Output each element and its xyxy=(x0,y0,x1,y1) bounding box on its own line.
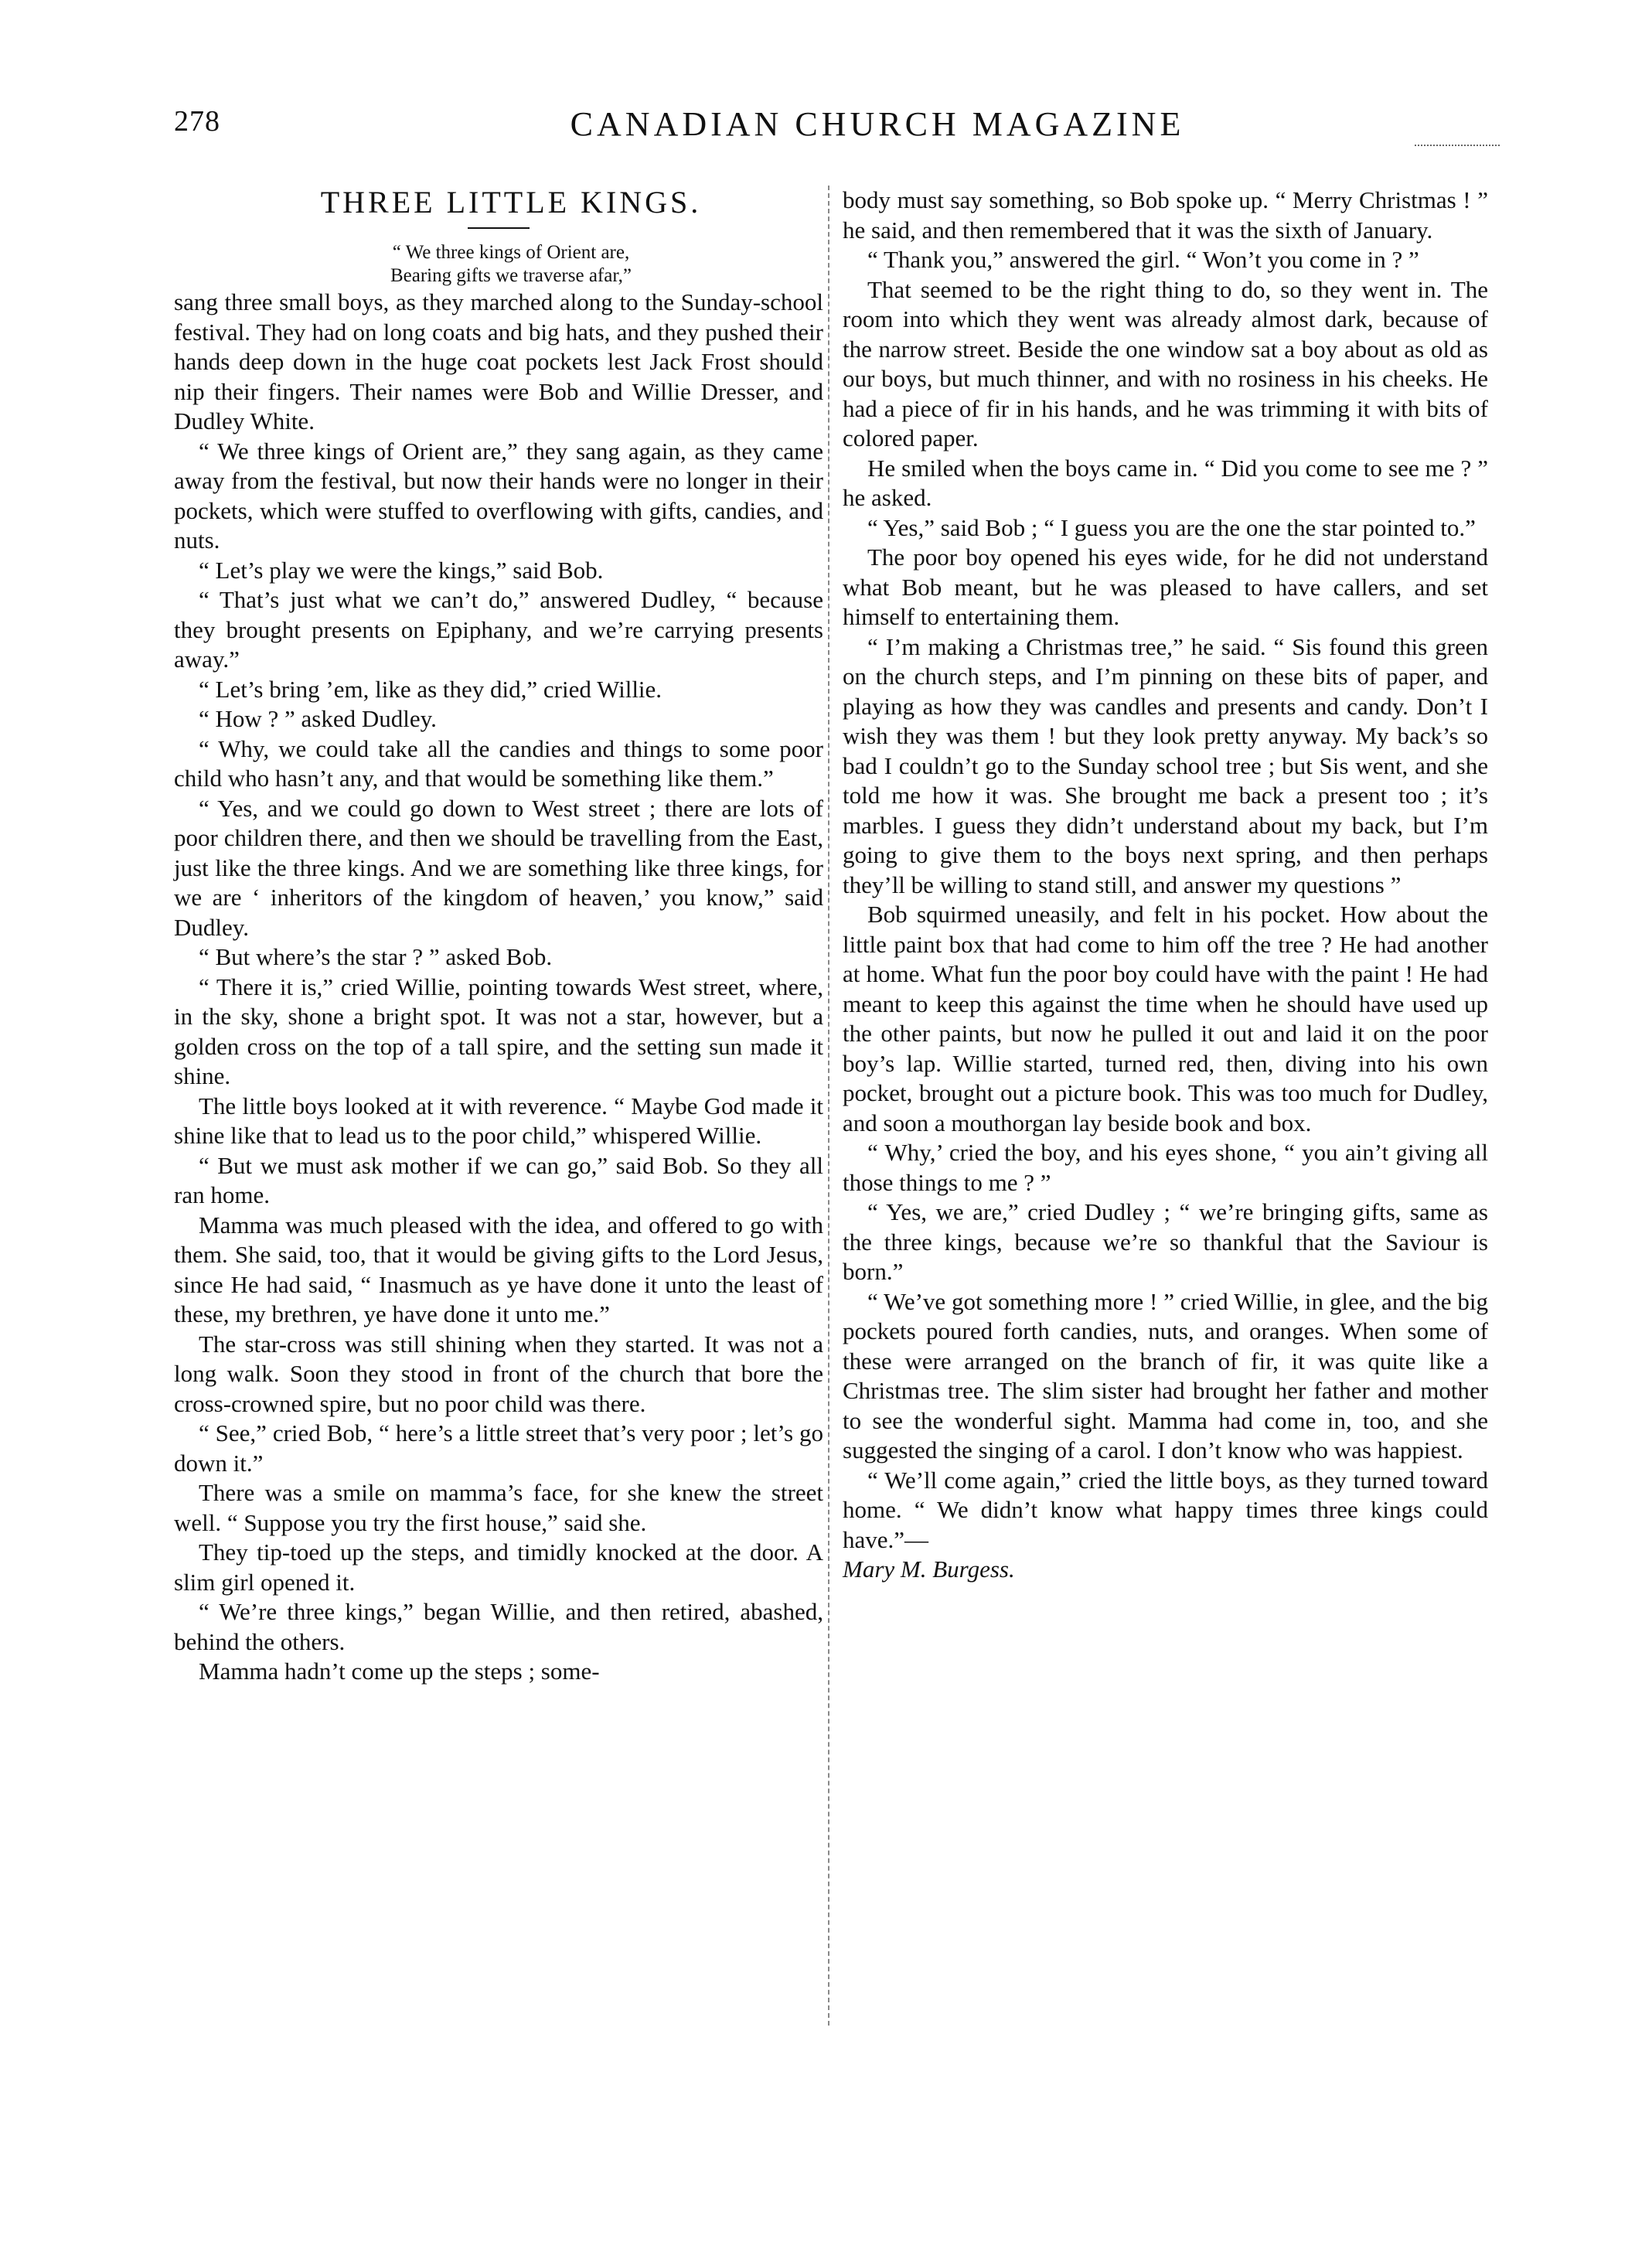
paragraph: “ Yes, and we could go down to West street ; there are lots of poor children there, and then we should be travelling from the East, just like the three kings. And we are something like three kings, for we are ‘ inheritors of the kingdom of heaven,’ you know,” said Dudley. xyxy=(174,794,823,941)
header-ornament xyxy=(1415,145,1500,148)
paragraph: The poor boy opened his eyes wide, for he did not understand what Bob meant, but he was pleased to have callers, and set himself to entertaining them. xyxy=(843,543,1488,630)
paragraph: The star-cross was still shining when they started. It was not a long walk. Soon they stood in front of the church that bore the cross-crowned spire, but no poor child was there. xyxy=(174,1330,823,1417)
epigraph xyxy=(174,241,823,288)
page-header xyxy=(174,104,1500,151)
paragraph: “ We’re three kings,” began Willie, and then retired, abashed, behind the others. xyxy=(174,1598,823,1655)
paragraph: There was a smile on mamma’s face, for she knew the street well. “ Suppose you try the first house,” said she. xyxy=(174,1479,823,1536)
paragraph: Mamma was much pleased with the idea, and offered to go with them. She said, too, that it would be giving gifts to the Lord Jesus, since He had said, “ Inasmuch as ye have done it unto the least of these, my brethren, ye have done it unto me.” xyxy=(174,1211,823,1327)
paragraph: “ But we must ask mother if we can go,” said Bob. So they all ran home. xyxy=(174,1151,823,1208)
epigraph-line: Bearing gifts we traverse afar,” xyxy=(390,265,632,286)
paragraph: “ Why,’ cried the boy, and his eyes shone, “ you ain’t giving all those things to me ? ” xyxy=(843,1139,1488,1196)
paragraph: “ We’ll come again,” cried the little boys, as they turned toward home. “ We didn’t know what happy times three kings could have.”— xyxy=(843,1466,1488,1553)
paragraph: “ But where’s the star ? ” asked Bob. xyxy=(199,943,553,970)
paragraph: “ Yes,” said Bob ; “ I guess you are the one the star pointed to.” xyxy=(867,513,1476,541)
paragraph: “ Let’s play we were the kings,” said Bob. xyxy=(199,556,604,584)
paragraph: They tip-toed up the steps, and timidly knocked at the door. A slim girl opened it. xyxy=(174,1538,823,1596)
title-rule xyxy=(468,227,530,229)
paragraph: He smiled when the boys came in. “ Did you come to see me ? ” he asked. xyxy=(843,454,1488,511)
paragraph: “ I’m making a Christmas tree,” he said. “ Sis found this green on the church steps, and I’m pinning on these bits of paper, and playing as how they was candles and presents and candy. Don’t I wish they was them ! but they look pretty anyway. My back’s so bad I couldn’t go to the Sunday school tree ; but Sis went, and she told me how it was. She brought me back a present too ; it’s marbles. I guess they didn’t understand about my back, but I’m going to give them to the boys next spring, and then perhaps they’ll be willing to stand still, and answer my questions ” xyxy=(843,632,1488,898)
paragraph: That seemed to be the right thing to do, so they went in. The room into which they went was already almost dark, because of the narrow street. Beside the one window sat a boy about as old as our boys, but much thinner, and with no rosiness in his cheeks. He had a piece of fir in his hands, and he was trimming it with bits of colored paper. xyxy=(843,275,1488,451)
paragraph: “ Thank you,” answered the girl. “ Won’t you come in ? ” xyxy=(867,246,1419,273)
paragraph: “ There it is,” cried Willie, pointing towards West street, where, in the sky, shone a bright spot. It was not a star, however, but a golden cross on the top of a tall spire, and the setting sun made it shine. xyxy=(174,973,823,1089)
paragraph: “ See,” cried Bob, “ here’s a little street that’s very poor ; let’s go down it.” xyxy=(174,1419,823,1477)
byline: Mary M. Burgess. xyxy=(843,1555,1015,1583)
paragraph: The little boys looked at it with reverence. “ Maybe God made it shine like that to lead us to the poor child,” whispered Willie. xyxy=(174,1092,823,1149)
page-number: 278 xyxy=(174,105,220,138)
paragraph: “ How ? ” asked Dudley. xyxy=(199,705,437,732)
paragraph: “ That’s just what we can’t do,” answered Dudley, “ because they brought presents on Epiphany, and we’re carrying presents away.” xyxy=(174,586,823,673)
paragraph: Mamma hadn’t come up the steps ; some- xyxy=(199,1658,600,1685)
paragraph: Bob squirmed uneasily, and felt in his pocket. How about the little paint box that had come to him off the tree ? He had another at home. What fun the poor boy could have with the paint ! He had meant to keep this against the time when he should have used up the other paints, but now he pulled it out and laid it on the poor boy’s lap. Willie started, turned red, then, diving into his own pocket, brought out a picture book. This was too much for Dudley, and soon a mouthorgan lay beside book and box. xyxy=(843,901,1488,1136)
paragraph: sang three small boys, as they marched along to the Sunday-school festival. They had on long coats and big hats, and they pushed their hands deep down in the huge coat pockets lest Jack Frost should nip their fingers. Their names were Bob and Willie Dresser, and Dudley White. xyxy=(174,288,823,434)
paragraph: “ We’ve got something more ! ” cried Willie, in glee, and the big pockets poured forth candies, nuts, and oranges. When some of these were arranged on the branch of fir, it was quite like a Christmas tree. The slim sister had brought her father and mother to see the wonderful sight. Mamma had come in, too, and she suggested the singing of a carol. I don’t know who was happiest. xyxy=(843,1287,1488,1463)
paragraph: “ Yes, we are,” cried Dudley ; “ we’re bringing gifts, same as the three kings, because we’re so thankful that the Saviour is born.” xyxy=(843,1198,1488,1285)
paragraph: “ Why, we could take all the candies and things to some poor child who hasn’t any, and that would be something like them.” xyxy=(174,734,823,792)
left-column xyxy=(174,186,823,1687)
paragraph: body must say something, so Bob spoke up. “ Merry Christmas ! ” he said, and then remembered that it was the sixth of January. xyxy=(843,186,1488,244)
right-column xyxy=(843,186,1488,1585)
column-divider xyxy=(828,186,829,2026)
running-title: CANADIAN CHURCH MAGAZINE xyxy=(570,105,1185,143)
article-title: THREE LITTLE KINGS. xyxy=(320,185,702,220)
paragraph: “ Let’s bring ’em, like as they did,” cried Willie. xyxy=(199,675,663,703)
epigraph-line: “ We three kings of Orient are, xyxy=(392,242,630,263)
paragraph: “ We three kings of Orient are,” they sang again, as they came away from the festival, but now their hands were no longer in their pockets, which were stuffed to overflowing with gifts, candies, and nuts. xyxy=(174,437,823,554)
byline-line xyxy=(843,1555,1488,1585)
